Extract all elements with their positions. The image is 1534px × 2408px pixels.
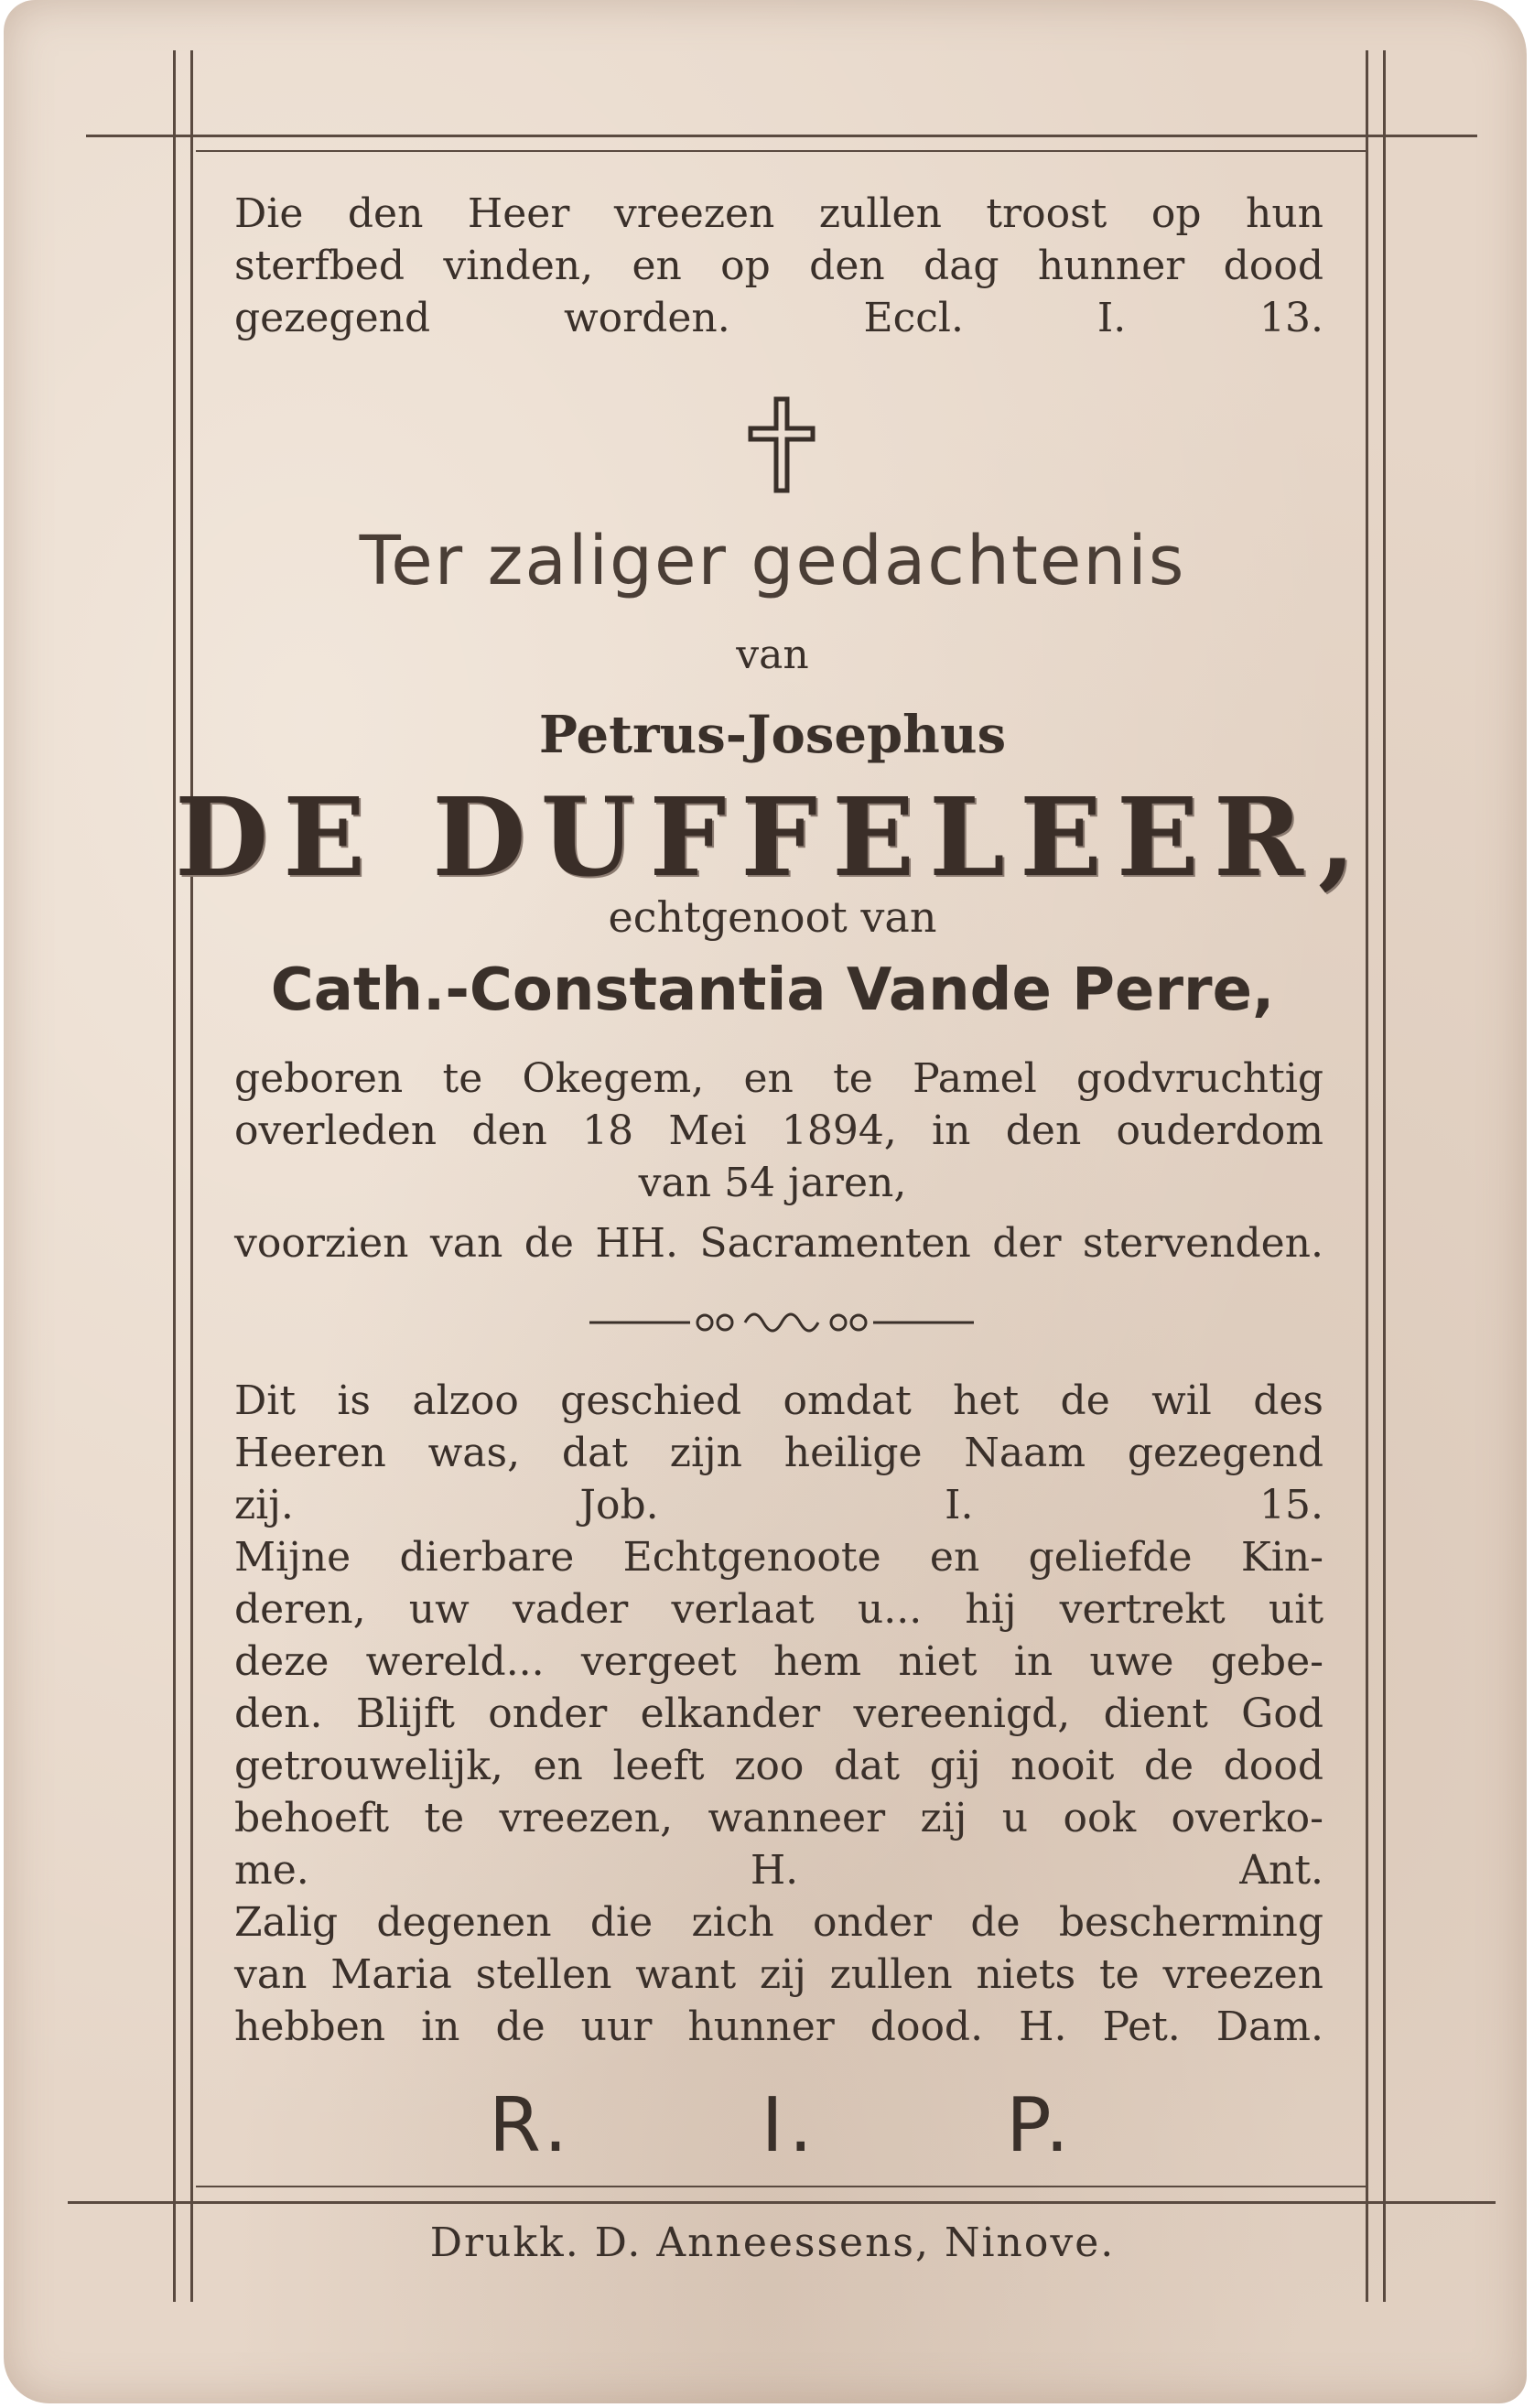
epigraph-text: gezegend worden. (234, 295, 730, 341)
prayer-line: behoeft te vreezen, wanneer zij u ook overko- (234, 1795, 1323, 1841)
rip-letter-p: P. (1006, 2082, 1075, 2169)
prayer-line: Mijne dierbare Echtgenoote en geliefde Kin- (234, 1534, 1323, 1581)
prayer-line-ref (234, 1479, 1323, 1532)
prayer-text: me. (234, 1847, 309, 1894)
prayer-line: Dit is alzoo geschied omdat het de wil des (234, 1377, 1323, 1424)
cross-icon (745, 395, 818, 496)
prayer-line-ref (234, 2001, 1323, 2054)
top-outer-border (86, 135, 1477, 137)
deceased-first-name: Petrus-Josephus (538, 705, 1007, 765)
memorial-card (4, 0, 1527, 2403)
prayer-line: Heeren was, dat zijn heilige Naam gezegend (234, 1430, 1323, 1476)
printer-credit: Drukk. D. Anneessens, Ninove. (429, 2219, 1116, 2266)
prayer-reference: Job. I. 15. (579, 1482, 1323, 1528)
prayer-line: Zalig degenen die zich onder de bescherming (234, 1899, 1323, 1946)
prayer-reference: H. Pet. Dam. (1019, 2003, 1323, 2050)
memorial-title: Ter zaliger gedachtenis (359, 522, 1186, 600)
rip-letter-r: R. (489, 2082, 574, 2169)
van-label: van (736, 632, 809, 678)
bottom-inner-border (196, 2186, 1367, 2187)
rip-letter-i: I. (761, 2082, 818, 2169)
prayer-line: deze wereld... vergeet hem niet in uwe gebe- (234, 1638, 1323, 1685)
prayer-text: zij. (234, 1482, 294, 1528)
bio-line: geboren te Okegem, en te Pamel godvruchtig (234, 1055, 1323, 1102)
spouse-label: echtgenoot van (608, 892, 937, 942)
top-inner-border (196, 150, 1367, 152)
bio-line: overleden den 18 Mei 1894, in den ouderdom (234, 1107, 1323, 1154)
prayer-line: getrouwelijk, en leeft zoo dat gij nooit de dood (234, 1743, 1323, 1789)
rip-line (489, 2082, 1075, 2169)
bio-age-line: van 54 jaren, (638, 1160, 907, 1206)
prayer-line-ref (234, 1844, 1323, 1897)
prayer-line: deren, uw vader verlaat u... hij vertrekt uit (234, 1586, 1323, 1633)
epigraph-line: sterfbed vinden, en op den dag hunner dood (234, 243, 1323, 289)
bio-line: voorzien van de HH. Sacramenten der stervenden. (234, 1220, 1323, 1267)
spouse-name: Cath.-Constantia Vande Perre, (270, 956, 1275, 1024)
prayer-reference: H. Ant. (750, 1847, 1323, 1894)
bottom-outer-border (68, 2201, 1496, 2204)
epigraph-line-last (234, 292, 1323, 345)
prayer-line: van Maria stellen want zij zullen niets te vreezen (234, 1951, 1323, 1998)
epigraph-reference: Eccl. I. 13. (863, 295, 1323, 341)
prayer-line: den. Blijft onder elkander vereenigd, dient God (234, 1690, 1323, 1737)
prayer-text: hebben in de uur hunner dood. (234, 2003, 984, 2050)
ornament-divider (589, 1300, 974, 1345)
epigraph-line: Die den Heer vreezen zullen troost op hun (234, 190, 1323, 237)
deceased-surname: DE DUFFELEER, (174, 773, 1371, 901)
